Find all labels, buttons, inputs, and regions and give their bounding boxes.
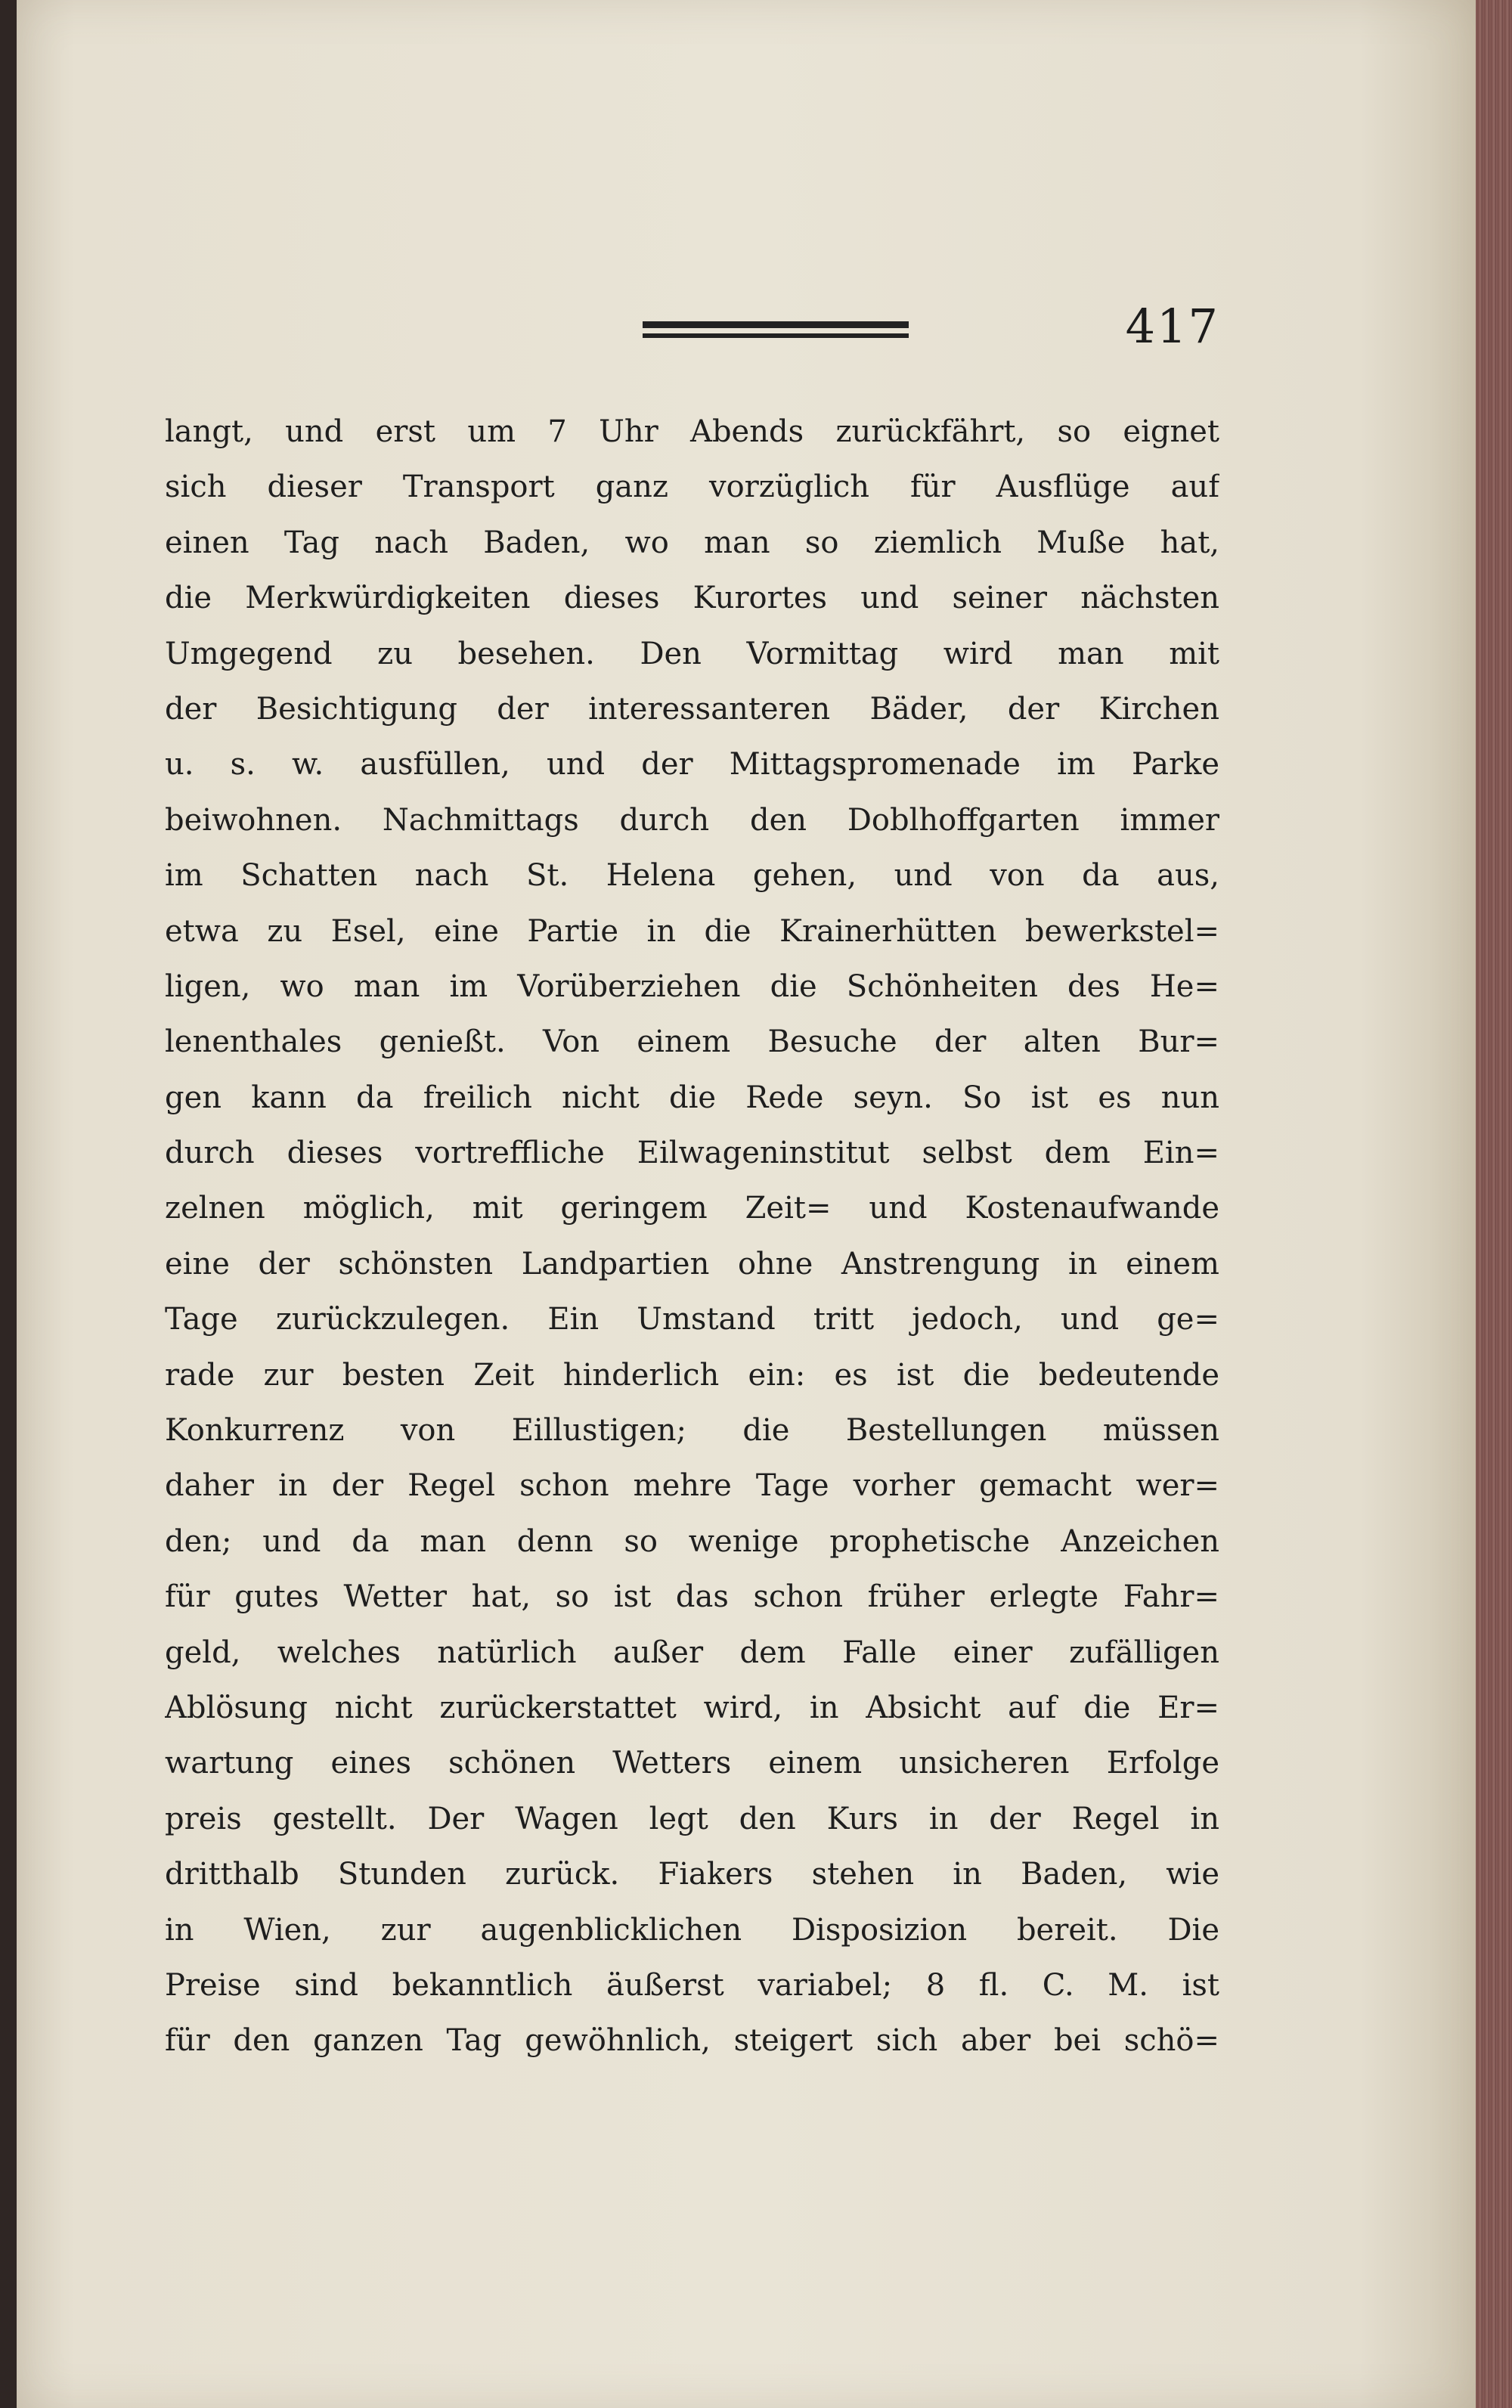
text-line: für den ganzen Tag gewöhnlich, steigert sich aber bei schö= xyxy=(165,2023,1219,2059)
text-line: den; und da man denn so wenige prophetische Anzeichen xyxy=(165,1523,1219,1559)
text-line: für gutes Wetter hat, so ist das schon früher erlegte Fahr= xyxy=(165,1579,1219,1615)
text-line: ligen, wo man im Vorüberziehen die Schönheiten des He= xyxy=(165,968,1219,1004)
text-line: etwa zu Esel, eine Partie in die Krainerhütten bewerkstel= xyxy=(165,913,1219,949)
text-line: gen kann da freilich nicht die Rede seyn. So ist es nun xyxy=(165,1080,1219,1115)
page-header xyxy=(165,299,1219,367)
text-line: beiwohnen. Nachmittags durch den Doblhoffgarten immer xyxy=(165,802,1219,838)
body-text xyxy=(165,404,1219,2069)
text-line: dritthalb Stunden zurück. Fiakers stehen in Baden, wie xyxy=(165,1857,1219,1892)
page-number: 417 xyxy=(1125,299,1219,354)
text-line: der Besichtigung der interessanteren Bäder, der Kirchen xyxy=(165,691,1219,727)
text-line: wartung eines schönen Wetters einem unsicheren Erfolge xyxy=(165,1746,1219,1781)
text-line: Ablösung nicht zurückerstattet wird, in Absicht auf die Er= xyxy=(165,1690,1219,1725)
text-line: preis gestellt. Der Wagen legt den Kurs in der Regel in xyxy=(165,1801,1219,1836)
text-line: Tage zurückzulegen. Ein Umstand tritt jedoch, und ge= xyxy=(165,1302,1219,1337)
text-line: langt, und erst um 7 Uhr Abends zurückfährt, so eignet xyxy=(165,414,1219,449)
text-line: eine der schönsten Landpartien ohne Anstrengung in einem xyxy=(165,1246,1219,1281)
text-line: zelnen möglich, mit geringem Zeit= und Kostenaufwande xyxy=(165,1191,1219,1226)
text-line: einen Tag nach Baden, wo man so ziemlich Muße hat, xyxy=(165,525,1219,560)
book-page-edge xyxy=(1476,0,1512,2408)
text-line: lenenthales genießt. Von einem Besuche der alten Bur= xyxy=(165,1024,1219,1060)
text-line: geld, welches natürlich außer dem Falle einer zufälligen xyxy=(165,1635,1219,1670)
text-line: sich dieser Transport ganz vorzüglich für Ausflüge auf xyxy=(165,470,1219,505)
text-line: die Merkwürdigkeiten dieses Kurortes und seiner nächsten xyxy=(165,581,1219,616)
text-line: durch dieses vortreffliche Eilwageninstitut selbst dem Ein= xyxy=(165,1136,1219,1171)
header-rule xyxy=(643,321,909,338)
text-line: in Wien, zur augenblicklichen Disposizion bereit. Die xyxy=(165,1912,1219,1948)
text-line: Preise sind bekanntlich äußerst variabel; 8 fl. C. M. ist xyxy=(165,1967,1219,2003)
text-line: Konkurrenz von Eillustigen; die Bestellungen müssen xyxy=(165,1413,1219,1449)
text-line: u. s. w. ausfüllen, und der Mittagspromenade im Parke xyxy=(165,747,1219,783)
text-line: rade zur besten Zeit hinderlich ein: es ist die bedeutende xyxy=(165,1357,1219,1393)
text-line: im Schatten nach St. Helena gehen, und von da aus, xyxy=(165,858,1219,894)
text-line: Umgegend zu besehen. Den Vormittag wird man mit xyxy=(165,636,1219,671)
text-line: daher in der Regel schon mehre Tage vorher gemacht wer= xyxy=(165,1468,1219,1504)
